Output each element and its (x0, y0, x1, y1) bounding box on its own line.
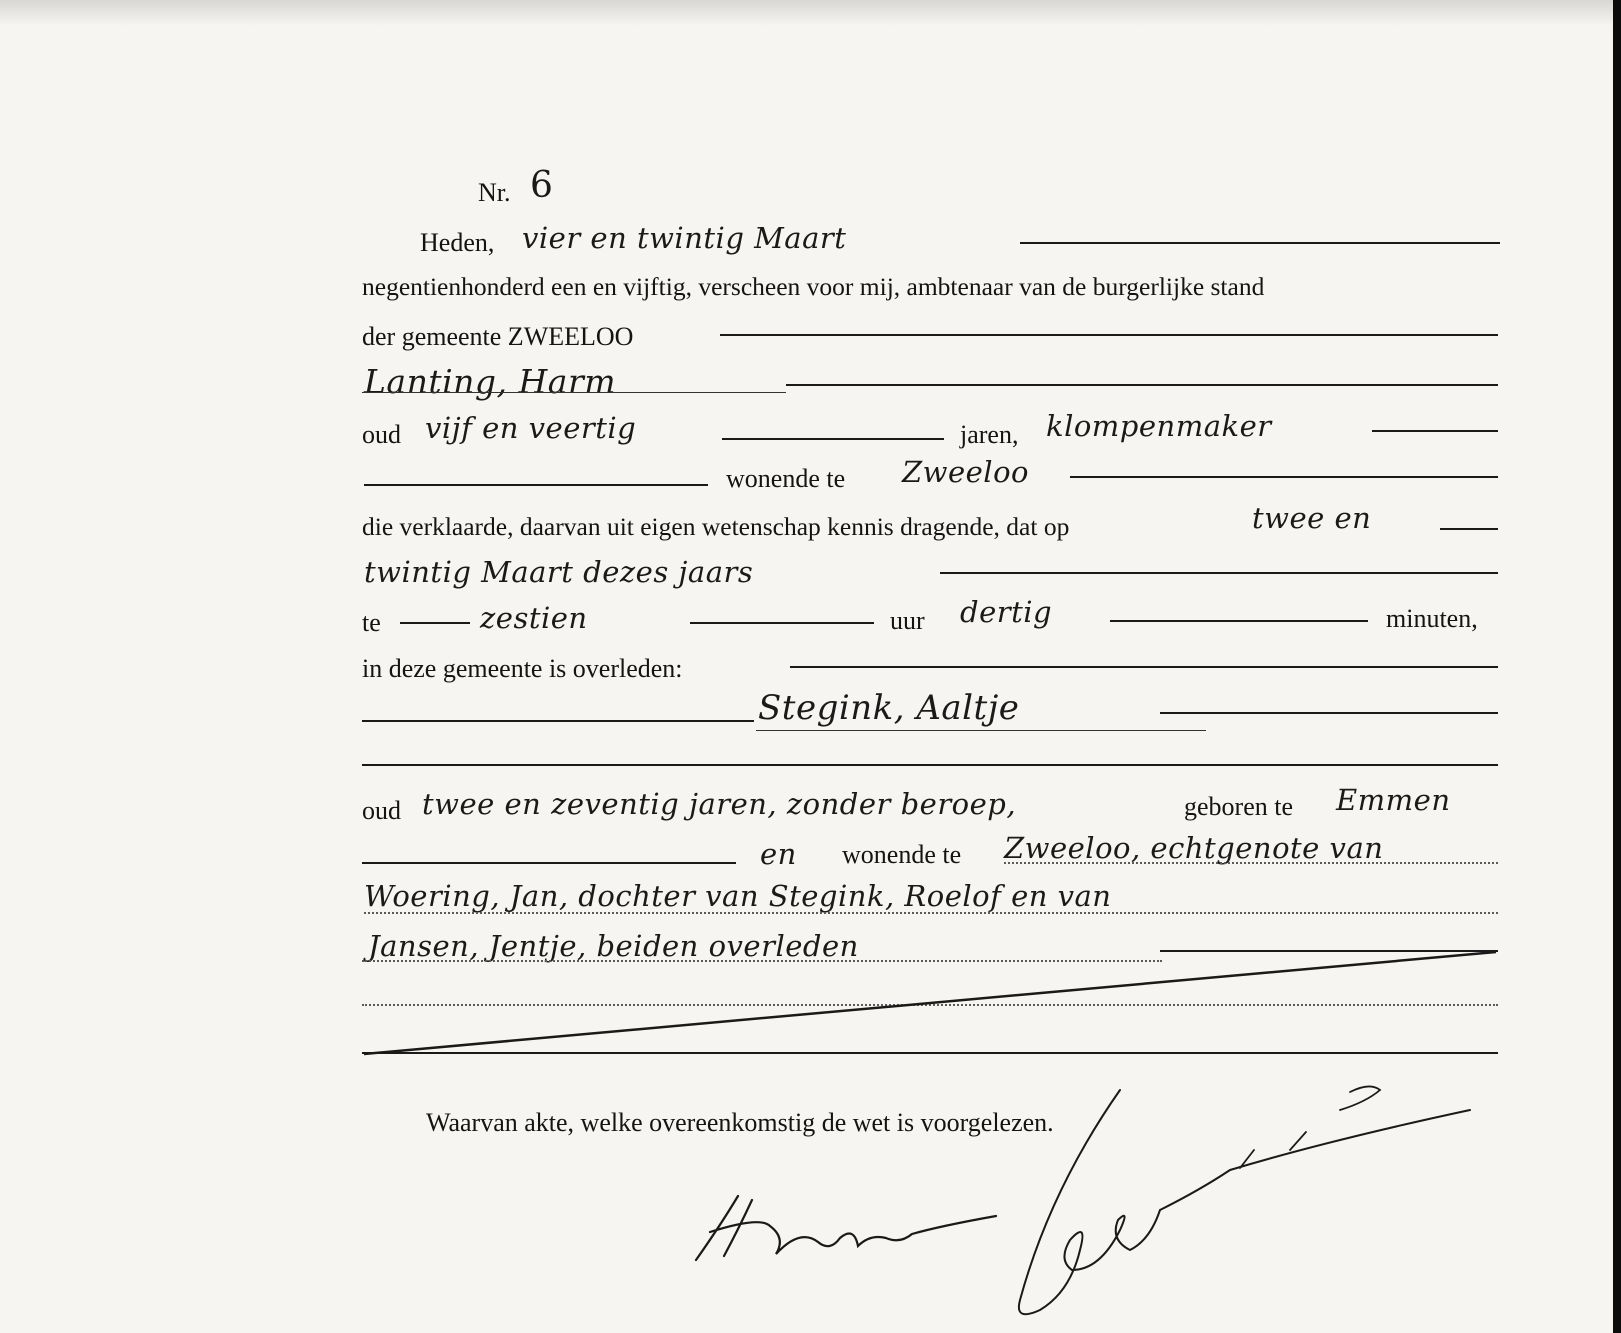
uur-label: uur (890, 606, 925, 635)
verklaarde-text: die verklaarde, daarvan uit eigen wetenschap kennis dragende, dat op (362, 512, 1070, 541)
minuten-label: minuten, (1386, 604, 1478, 633)
dotted-line-residence (1004, 862, 1498, 864)
deceased-name-underline (756, 730, 1206, 731)
declarant-age: vijf en veertig (425, 411, 637, 445)
heden-date: vier en twintig Maart (522, 221, 847, 255)
overleden-text: in deze gemeente is overleden: (362, 654, 683, 683)
fill-line-death-date-1 (1440, 528, 1498, 530)
fill-line-declarant (786, 384, 1498, 386)
death-date-part-2: twintig Maart dezes jaars (364, 555, 754, 589)
deceased-age-occupation: twee en zeventig jaren, zonder beroep, (422, 787, 1017, 821)
fill-line-en-left (362, 862, 736, 864)
fill-line-te (400, 622, 470, 624)
oud-label: oud (362, 420, 401, 449)
death-minutes: dertig (960, 595, 1053, 629)
dotted-line-parents (364, 912, 1498, 914)
declarant-occupation: klompenmaker (1046, 409, 1272, 443)
fill-line-blank (362, 764, 1498, 766)
fill-line-residence (1070, 476, 1498, 478)
official-signature (1010, 1080, 1480, 1330)
closing-text: Waarvan akte, welke overeenkomstig de wet is voorgelezen. (426, 1108, 1054, 1137)
gemeente-text: der gemeente ZWEELOO (362, 322, 634, 351)
geboren-label: geboren te (1184, 792, 1294, 821)
nr-label: Nr. (478, 178, 511, 207)
fill-line-heden (1020, 242, 1500, 244)
scan-edge-right (1613, 0, 1621, 1333)
strike-through-line (362, 950, 1498, 1060)
birthplace: Emmen (1336, 783, 1451, 817)
fill-line-wonende-left (364, 484, 708, 486)
oud-label-2: oud (362, 796, 401, 825)
fill-line-gemeente (720, 334, 1498, 336)
fill-line-occupation (1372, 430, 1498, 432)
fill-line-deceased-right (1160, 712, 1498, 714)
fill-line-minutes (1110, 620, 1368, 622)
fill-line-age (722, 438, 944, 440)
parents-line-2: Jansen, Jentje, beiden overleden (368, 929, 859, 963)
fill-line-hour (690, 622, 874, 624)
wonende-label: wonende te (726, 464, 846, 493)
te-label: te (362, 608, 381, 637)
declarant-name: Lanting, Harm (364, 362, 617, 401)
wonende-label-2: wonende te (842, 840, 962, 869)
fill-line-death-date-2 (940, 572, 1498, 574)
heden-label: Heden, (420, 228, 495, 257)
death-hour: zestien (480, 601, 588, 635)
deceased-residence: Zweeloo, echtgenote van (1004, 831, 1384, 865)
declarant-name-underline (362, 392, 786, 393)
jaren-label: jaren, (960, 420, 1019, 449)
year-text: negentienhonderd een en vijftig, verscheen voor mij, ambtenaar van de burgerlijke stand (362, 272, 1265, 301)
fill-line-deceased-left (362, 720, 754, 722)
nr-value: 6 (530, 165, 554, 206)
scan-shadow-top (0, 0, 1613, 26)
en-word: en (760, 837, 797, 871)
fill-line-overleden (790, 666, 1498, 668)
declarant-residence: Zweeloo (902, 455, 1029, 489)
parents-line: Woering, Jan, dochter van Stegink, Roelof en van (364, 879, 1112, 913)
deceased-name: Stegink, Aaltje (758, 688, 1020, 728)
death-date-part-1: twee en (1252, 501, 1372, 535)
declarant-signature (690, 1186, 1010, 1266)
